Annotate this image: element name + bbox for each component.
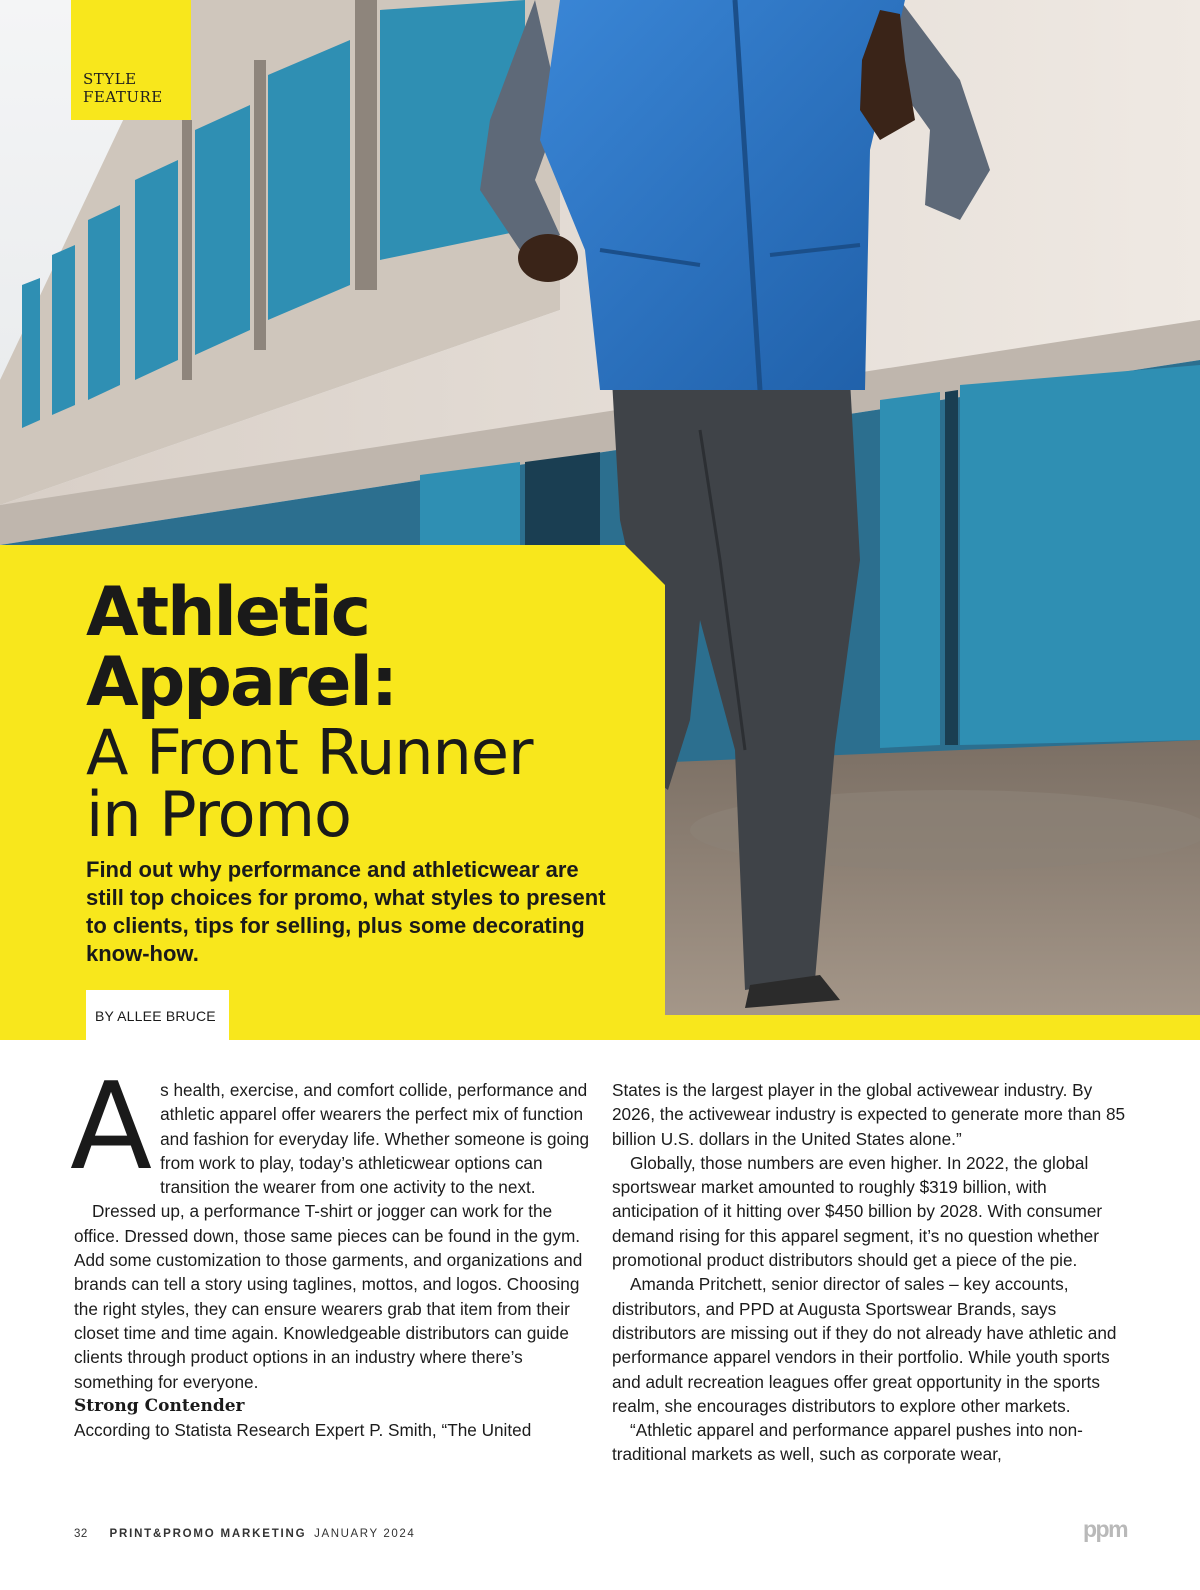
headline-sub bbox=[86, 716, 656, 851]
headline-line-1: Athletic bbox=[86, 573, 370, 652]
ppm-logo: ppm bbox=[1083, 1516, 1128, 1542]
paragraph-6: “Athletic apparel and performance apparel pushes into non-traditional markets as well, such as corporate wear, bbox=[612, 1420, 1083, 1465]
byline: BY ALLEE BRUCE bbox=[86, 990, 229, 1042]
headline-main bbox=[86, 573, 646, 722]
paragraph-2: Dressed up, a performance T-shirt or jogger can work for the office. Dressed down, those same pieces can be found in the gym. Add some customization to those garments, and organizations and brands can tell a story using taglines, mottos, and logos. Choosing the right styles, they can ensure wearers grab that item from their closet time and time again. Knowledgeable distributors can guide clients through product options in an industry where there’s something for everyone. bbox=[74, 1201, 583, 1392]
section-tag-line-1: STYLE bbox=[83, 70, 137, 88]
paragraph-4: Globally, those numbers are even higher. In 2022, the global sportswear market amounted to roughly $319 billion, with anticipation of it hitting over $450 billion by 2028. With consumer demand rising for this apparel segment, it’s no question whether promotional product distributors should get a piece of the pie. bbox=[612, 1152, 1103, 1271]
body-column-right bbox=[612, 1078, 1132, 1467]
paragraph-5: Amanda Pritchett, senior director of sales – key accounts, distributors, and PPD at Augusta Sportswear Brands, says distributors are missing out if they do not already have athletic and performance apparel vendors in their portfolio. While youth sports and adult recreation leagues offer great opportunity in the sports realm, she encourages distributors to explore other markets. bbox=[612, 1274, 1117, 1416]
page-number: 32 bbox=[74, 1528, 88, 1540]
headline-line-3: A Front Runner bbox=[86, 716, 533, 789]
paragraph-1-text: s health, exercise, and comfort collide, performance and athletic apparel offer wearers the perfect mix of function and fashion for everyday life. Whether someone is going from work to play, today’s athleticwear options can transition the wearer from one activity to the next. bbox=[160, 1080, 590, 1198]
section-tag bbox=[71, 0, 191, 120]
article-dek: Find out why performance and athleticwear are still top choices for promo, what styles to present to clients, tips for selling, plus some decorating know-how. bbox=[86, 857, 606, 966]
page-folio bbox=[74, 1528, 415, 1540]
publication-name: PRINT&PROMO MARKETING bbox=[109, 1528, 307, 1540]
section-subhead: Strong Contender bbox=[74, 1395, 245, 1416]
paragraph-3-cont: States is the largest player in the global activewear industry. By 2026, the activewear industry is expected to generate more than 85 billion U.S. dollars in the United States alone.” bbox=[612, 1080, 1126, 1149]
drop-cap: A bbox=[70, 1058, 153, 1197]
section-tag-line-2: FEATURE bbox=[83, 88, 163, 106]
issue-date: JANUARY 2024 bbox=[314, 1528, 416, 1540]
headline-line-2: Apparel: bbox=[86, 643, 397, 722]
body-column-left bbox=[70, 1058, 594, 1442]
paragraph-1 bbox=[70, 1058, 594, 1199]
headline-line-4: in Promo bbox=[86, 778, 351, 851]
paragraph-3-start: According to Statista Research Expert P. Smith, “The United bbox=[74, 1419, 532, 1440]
